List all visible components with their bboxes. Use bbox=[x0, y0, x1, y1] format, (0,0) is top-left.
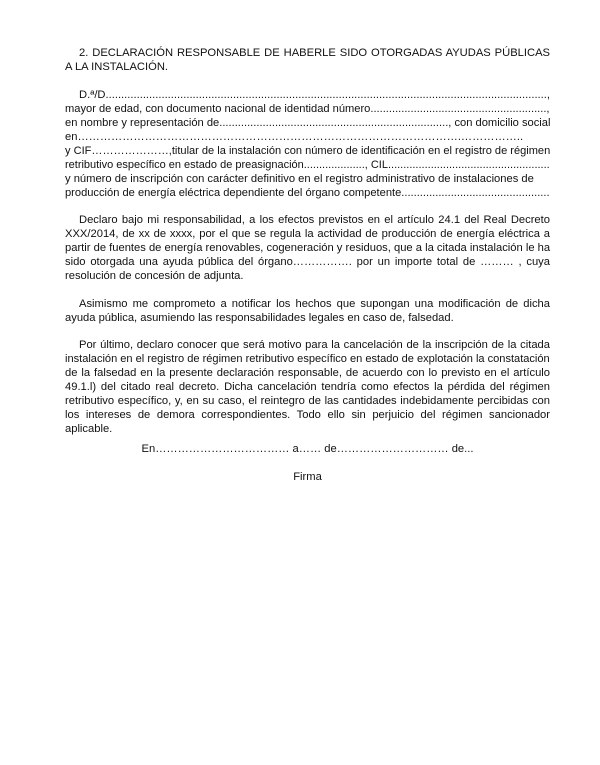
section-heading-line-1: 2. DECLARACIÓN RESPONSABLE DE HABERLE SIDO OTORGADAS AYUDAS PÚBLICAS bbox=[79, 47, 550, 59]
place-date-line: En……………………………… a…… de………………………… de... bbox=[141, 443, 474, 455]
form-line-dni: mayor de edad, con documento nacional de identidad número........................................................., bbox=[65, 103, 550, 115]
para3-line-1: Por último, declaro conocer que será motivo para la cancelación de la inscripción de la citada bbox=[79, 339, 550, 351]
section-heading-line-2: A LA INSTALACIÓN. bbox=[65, 61, 169, 73]
para3-line-4: 49.1.l) del citado real decreto. Dicha cancelación tendría como efectos la pérdida del régimen bbox=[65, 381, 550, 393]
form-line-competent-body: producción de energía eléctrica dependiente del órgano competente................................................ bbox=[65, 187, 550, 199]
para3-line-5: retributivo específico, y, en su caso, el reintegro de las cantidades indebidamente percibidas con bbox=[65, 395, 550, 407]
para1-line-5: resolución de concesión de adjunta. bbox=[65, 270, 244, 282]
para3-line-3: de la falsedad en la presente declaración responsable, de acuerdo con lo previsto en el artículo bbox=[65, 367, 550, 379]
form-line-representation: en nombre y representación de.........................................................................., con domicilio social bbox=[65, 117, 551, 129]
para3-line-7: aplicable. bbox=[65, 423, 113, 435]
para1-line-2: XXX/2014, de xx de xxxx, por el que se regula la actividad de producción de energía eléctrica a bbox=[65, 228, 550, 240]
para2-line-2: ayuda pública, asumiendo las responsabilidades legales en caso de, falsedad. bbox=[65, 312, 454, 324]
form-line-preassignment: retributivo específico en estado de preasignación...................., CIL..................................................... bbox=[65, 159, 550, 171]
para3-line-6: los intereses de demora correspondientes. Todo ello sin perjuicio del régimen sancionador bbox=[65, 409, 550, 421]
form-line-name: D.ª/D.............................................................................................................................................., bbox=[79, 89, 550, 101]
form-line-address: en………………………………………………………………………………………….…………….. bbox=[65, 131, 524, 143]
para1-line-4: sido otorgada una ayuda pública del órgano……………. por un importe total de ……… , cuya bbox=[65, 256, 550, 268]
form-line-inscription: y número de inscripción con carácter definitivo en el registro administrativo de instalaciones de bbox=[65, 173, 534, 185]
para1-line-1: Declaro bajo mi responsabilidad, a los efectos previstos en el artículo 24.1 del Real Decreto bbox=[79, 214, 550, 226]
para3-line-2: instalación en el registro de régimen retributivo específico en estado de explotación la constatación bbox=[65, 353, 550, 365]
signature-label: Firma bbox=[293, 471, 322, 483]
form-line-cif: y CIF…………………,titular de la instalación con número de identificación en el registro de régimen bbox=[65, 145, 551, 157]
para2-line-1: Asimismo me comprometo a notificar los hechos que supongan una modificación de dicha bbox=[79, 298, 550, 310]
para1-line-3: partir de fuentes de energía renovables, cogeneración y residuos, que a la citada instalación le ha bbox=[65, 242, 551, 254]
